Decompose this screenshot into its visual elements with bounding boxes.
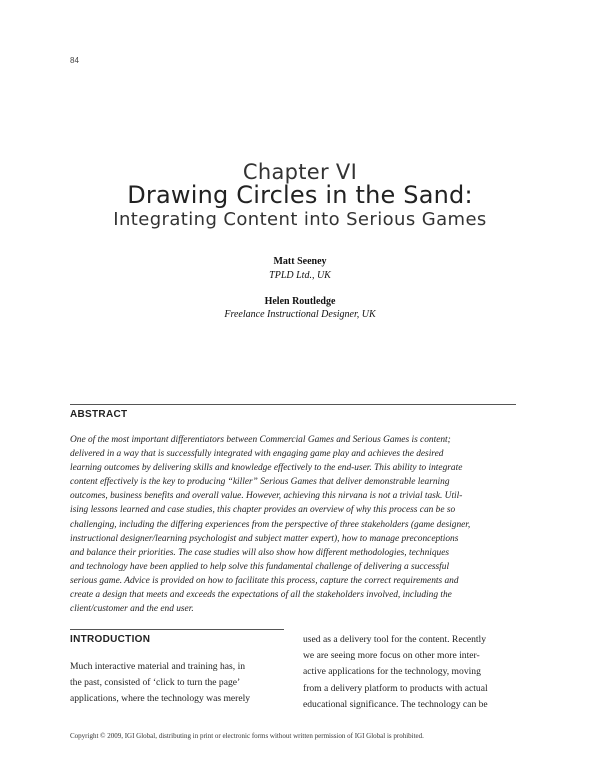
abstract-line: content effectively is the key to producing “killer” Serious Games that deliver demonstrable learning	[70, 477, 450, 488]
abstract-line: and technology have been applied to help solve this fundamental challenge of delivering a successful	[70, 561, 450, 572]
chapter-title: Drawing Circles in the Sand:	[127, 181, 473, 209]
abstract-line: outcomes, business benefits and overall value. However, achieving this nirvana is not a trivial task. Util-	[70, 491, 463, 502]
abstract-heading: ABSTRACT	[70, 409, 128, 420]
body-line: from a delivery platform to products with actual	[303, 682, 488, 694]
abstract-body	[70, 433, 516, 616]
body-line: used as a delivery tool for the content. Recently	[303, 634, 487, 645]
introduction-heading: INTRODUCTION	[70, 634, 151, 645]
abstract-line: challenging, including the differing experiences from the perspective of three stakeholders (game designer,	[70, 519, 471, 530]
intro-right-column	[303, 632, 517, 713]
abstract-line: and balance their priorities. The case studies will also show how different methodologies, techniques	[70, 547, 450, 558]
author-name: Helen Routledge	[264, 296, 336, 307]
author-name: Matt Seeney	[273, 256, 327, 267]
abstract-line: client/customer and the end user.	[70, 604, 194, 615]
body-line: active applications for the technology, moving	[303, 666, 481, 678]
abstract-line: One of the most important differentiators between Commercial Games and Serious Games is content;	[70, 435, 451, 445]
abstract-line: learning outcomes by delivering skills and knowledge effectively to the end-user. This ability to integrate	[70, 463, 463, 474]
abstract-line: serious game. Advice is provided on how to facilitate this process, capture the correct requirements and	[70, 575, 459, 586]
author-affiliation: TPLD Ltd., UK	[269, 270, 331, 281]
abstract-line: create a design that meets and exceeds the expectations of all the stakeholders involved, including the	[70, 590, 452, 601]
body-line: Much interactive material and training has, in	[70, 661, 246, 672]
body-line: we are seeing more focus on other more inter-	[303, 650, 480, 662]
chapter-subtitle: Integrating Content into Serious Games	[113, 209, 487, 230]
chapter-label: Chapter VI	[242, 160, 358, 184]
page-number: 84	[70, 56, 79, 65]
body-line: applications, where the technology was merely	[70, 693, 251, 705]
body-line: educational significance. The technology can be	[303, 698, 488, 710]
copyright-footer: Copyright © 2009, IGI Global, distributing in print or electronic forms without written permission of IGI Global is prohibited.	[70, 732, 424, 740]
abstract-line: instructional designer/learning psychologist and subject matter expert), how to manage preconceptions	[70, 533, 459, 544]
intro-left-column	[70, 659, 284, 708]
author-affiliation: Freelance Instructional Designer, UK	[224, 309, 376, 320]
section-rule	[70, 629, 284, 630]
section-rule	[70, 404, 516, 405]
abstract-line: ising lessons learned and case studies, this chapter provides an overview of why this process can be so	[70, 505, 456, 516]
abstract-line: delivered in a way that is successfully integrated with engaging game play and achieves the desired	[70, 449, 444, 460]
body-line: the past, consisted of ‘click to turn the page’	[70, 677, 241, 689]
